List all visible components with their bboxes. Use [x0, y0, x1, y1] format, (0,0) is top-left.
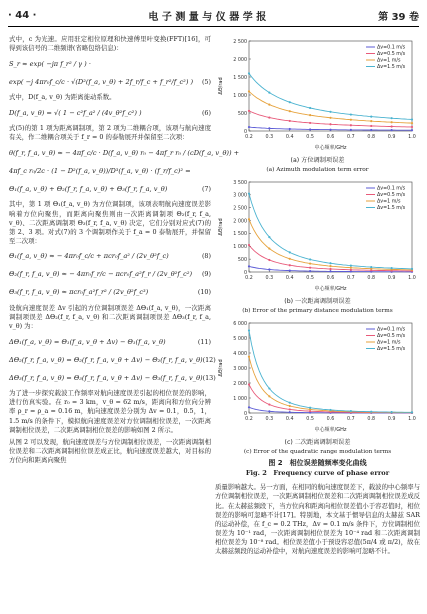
x-tick-label: 0.8 — [367, 276, 376, 282]
legend-label: Δv=0.1 m/s — [377, 186, 406, 192]
series-line — [249, 194, 412, 269]
data-point — [289, 264, 291, 266]
data-point — [309, 122, 311, 124]
data-point — [329, 129, 331, 131]
paragraph-modulation-terms: 其中，第 1 项 Θ₁(f_a, v_θ) 为方位调制项，该项表明航向速度误差影响着方位向聚焦，而距离向聚焦则由一次距离调制项 Θ₂(f_r, f_a, v_θ)、二次距离调制项 Θ₃(f_r, f_a, v_θ) 决定，它们分别对应式(7)的第 2、3 项。对式(7)的 3 个调制项作关于 f_a = 0 泰勒展开，并保留至二次项： — [9, 200, 211, 245]
right-column — [215, 35, 420, 605]
data-point — [248, 218, 250, 220]
x-axis-label: 中心频率/GHz — [314, 427, 347, 434]
data-point — [350, 124, 352, 126]
x-tick-label: 0.6 — [326, 135, 335, 140]
header-rule — [8, 26, 419, 27]
page-number: · 44 · — [8, 9, 37, 21]
data-point — [391, 121, 393, 123]
y-tick-label: 1 500 — [233, 75, 247, 81]
y-tick-label: 3 000 — [233, 366, 247, 372]
data-point — [309, 267, 311, 269]
equation-11-number: (11) — [197, 337, 211, 346]
x-tick-label: 0.8 — [367, 135, 376, 140]
data-point — [329, 409, 331, 411]
equation-6-body: D(f_a, v_θ) = √( 1 − c²f_a² / (4v_θ²f_c²) ) — [9, 108, 142, 117]
data-point — [289, 270, 291, 272]
legend-label: Δv=0.1 m/s — [377, 327, 406, 333]
equation-5-body: exp( −j 4πr₀f_c/c · √(D²(f_a, v_θ) + 2f_r/f_c + f_r²/f_c²) ) — [9, 77, 194, 86]
equation-5 — [9, 75, 211, 89]
y-tick-label: 1 500 — [233, 232, 247, 238]
data-point — [350, 267, 352, 269]
data-point — [350, 410, 352, 412]
x-tick-label: 0.9 — [387, 276, 396, 282]
data-point — [248, 126, 250, 128]
page-header — [8, 5, 419, 25]
x-tick-label: 0.2 — [245, 276, 253, 282]
paragraph-taylor-expansion: 式(5)的第 1 项为距离调制项，第 2 项为二维耦合项，该项与航向速度有关，作二维耦合项关于 f_r = 0 的泰勒展开并保留至二次项： — [9, 124, 211, 142]
data-point — [268, 410, 270, 412]
chart-b-caption-en: (b) Error of the primary distance modulation terms — [242, 307, 393, 314]
y-tick-label: 1 000 — [233, 93, 247, 99]
data-point — [309, 258, 311, 260]
data-point — [391, 117, 393, 119]
data-point — [248, 110, 250, 112]
x-tick-label: 0.6 — [326, 417, 335, 423]
data-point — [329, 123, 331, 125]
y-tick-label: 5 000 — [233, 336, 247, 342]
x-axis-label: 中心频率/GHz — [314, 286, 347, 293]
y-tick-label: 4 000 — [233, 351, 247, 357]
chart-quadratic-range-error-svg — [215, 317, 420, 437]
data-point — [289, 101, 291, 103]
legend-label: Δv=1.5 m/s — [377, 206, 406, 212]
y-tick-label: 3 500 — [233, 180, 247, 186]
x-axis-label: 中心频率/GHz — [314, 145, 347, 151]
equation-6 — [9, 106, 211, 120]
equation-12 — [9, 353, 216, 367]
y-tick-label: 0 — [243, 411, 247, 417]
equation-5-number: (5) — [201, 77, 211, 86]
equation-6-number: (6) — [201, 108, 211, 117]
x-tick-label: 0.7 — [347, 135, 355, 140]
paragraph-migration-coef: 式中，D(f_a, v_θ) 为距离徙动系数。 — [9, 93, 116, 102]
y-tick-label: 2 500 — [233, 39, 247, 45]
legend-label: Δv=1.5 m/s — [377, 347, 406, 353]
data-point — [248, 244, 250, 246]
figure-2-title-zh: 图 2 相位误差随频率变化曲线 — [268, 459, 367, 468]
y-tick-label: 2 000 — [233, 57, 247, 63]
x-tick-label: 0.3 — [265, 276, 274, 282]
data-point — [391, 411, 393, 413]
x-tick-label: 0.9 — [387, 135, 396, 140]
data-point — [329, 265, 331, 267]
chart-b-caption-zh: (b) 一次距离调制项误差 — [284, 298, 351, 306]
chart-c-caption-en: (c) Error of the quadratic range modulation terms — [243, 448, 392, 455]
legend-label: Δv=0.1 m/s — [377, 45, 406, 51]
data-point — [309, 128, 311, 130]
data-point — [411, 122, 413, 124]
series-line — [249, 385, 412, 413]
equation-13 — [9, 371, 216, 385]
data-point — [350, 269, 352, 271]
data-point — [268, 91, 270, 93]
equation-13-body: ΔΘ₃(f_r, f_a, v_θ) = Θ₃(f_r, f_a, v_θ + Δv) − Θ₃(f_r, f_a, v_θ) — [9, 373, 203, 382]
data-point — [309, 270, 311, 272]
equation-10-body: Θ₃(f_r, f_a, v_θ) ≈ πcr₀f_a²f_r² / (2v_θ²f_c³) — [9, 288, 149, 297]
x-tick-label: 0.5 — [306, 276, 314, 282]
data-point — [248, 72, 250, 74]
data-point — [248, 383, 250, 385]
y-tick-label: 6 000 — [233, 321, 247, 327]
y-tick-label: 2 000 — [233, 381, 247, 387]
equation-12-number: (12) — [202, 355, 216, 364]
legend-label: Δv=0.5 m/s — [377, 193, 406, 199]
y-axis-label: ΔΘ/rad — [218, 77, 224, 95]
data-point — [289, 120, 291, 122]
y-tick-label: 500 — [237, 111, 247, 117]
data-point — [248, 356, 250, 358]
data-point — [268, 247, 270, 249]
equation-9-number: (9) — [201, 270, 211, 279]
equation-11 — [9, 335, 211, 349]
volume-label: 第 39 卷 — [378, 11, 419, 23]
data-point — [411, 118, 413, 120]
data-point — [289, 402, 291, 404]
equation-11-body: ΔΘ₁(f_a, v_θ) = Θ₁(f_a, v_θ + Δv) − Θ₁(f_a, v_θ) — [9, 337, 166, 346]
paragraph-error-definition: 设航向速度误差 Δv 引起的方位调制项误差 ΔΘ₁(f_a, v_θ)，一次距离调制项误差 ΔΘ₂(f_r, f_a, v_θ) 和二次距离调制项误差 ΔΘ₃(f_r, f_a, v_θ) 为： — [9, 303, 211, 331]
data-point — [411, 268, 413, 270]
data-point — [370, 411, 372, 413]
data-point — [268, 268, 270, 270]
data-point — [411, 411, 413, 413]
x-tick-label: 0.7 — [347, 417, 355, 423]
equation-7c-body: Θ₁(f_a, v_θ) + Θ₂(f_r, f_a, v_θ) + Θ₃(f_r, f_a, v_θ) — [9, 184, 168, 193]
chart-azimuth-error — [215, 35, 420, 155]
legend-label: Δv=1.5 m/s — [377, 65, 406, 71]
data-point — [289, 110, 291, 112]
data-point — [411, 129, 413, 131]
data-point — [329, 268, 331, 270]
data-point — [370, 125, 372, 127]
chart-azimuth-error-svg — [215, 35, 420, 155]
chart-primary-range-error-svg — [215, 176, 420, 296]
data-point — [309, 262, 311, 264]
equation-7-line3 — [9, 182, 211, 196]
paragraph-spectrum-intro: 式中，c 为光速。应用驻定相位原理和快速傅里叶变换(FFT)[16]，可得到该信号的二维频谱(省略包络信息)： — [9, 35, 211, 53]
y-tick-label: 2 500 — [233, 206, 247, 212]
equation-10 — [9, 286, 211, 300]
data-point — [289, 405, 291, 407]
equation-9 — [9, 268, 211, 282]
data-point — [411, 126, 413, 128]
data-point — [309, 407, 311, 409]
data-point — [391, 129, 393, 131]
legend-label: Δv=0.5 m/s — [377, 334, 406, 340]
data-point — [268, 395, 270, 397]
data-point — [350, 129, 352, 131]
data-point — [350, 113, 352, 115]
chart-primary-range-error — [215, 176, 420, 296]
data-point — [268, 259, 270, 261]
data-point — [370, 120, 372, 122]
y-axis-label: ΔΘ/rad — [218, 218, 224, 236]
equation-8 — [9, 250, 211, 264]
data-point — [309, 107, 311, 109]
data-point — [309, 114, 311, 116]
data-point — [391, 125, 393, 127]
x-tick-label: 1.0 — [408, 417, 416, 423]
y-tick-label: 0 — [243, 270, 247, 276]
data-point — [289, 411, 291, 413]
equation-s-body: S_r ≈ exp( −jπ f_r² / γ ) · — [9, 59, 91, 68]
data-point — [370, 116, 372, 118]
equation-7b-body: 4πf_c r₀/2c · (1 − D²(f_a, v_θ))/D³(f_a, v_θ) · (f_r/f_c)² = — [9, 166, 191, 175]
data-point — [268, 387, 270, 389]
y-tick-label: 1 000 — [233, 245, 247, 251]
figure-2-title-en: Fig. 2 Frequency curve of phase error — [245, 468, 390, 477]
x-tick-label: 0.9 — [387, 417, 396, 423]
data-point — [350, 119, 352, 121]
chart-a-caption-en: (a) Azimuth modulation term error — [266, 166, 369, 173]
data-point — [248, 90, 250, 92]
y-axis-label: ΔΘ/rad — [218, 359, 224, 377]
legend-label: Δv=1 m/s — [377, 199, 401, 205]
y-tick-label: 3 000 — [233, 193, 247, 199]
data-point — [248, 192, 250, 194]
equation-8-body: Θ₁(f_a, v_θ) ≈ − 4πr₀f_c/c + πcr₀f_a² / (2v_θ²f_c) — [9, 252, 169, 261]
legend-label: Δv=1 m/s — [377, 340, 401, 346]
equation-7-line2 — [9, 164, 211, 178]
x-tick-label: 0.7 — [347, 276, 355, 282]
data-point — [268, 104, 270, 106]
equation-7-number: (7) — [201, 184, 211, 193]
equation-7a-body: θ(f_r, f_a, v_θ) ≈ − 4πf_c/c · D(f_a, v_θ) r₀ − 4πf_r r₀ / (cD(f_a, v_θ)) + — [9, 148, 240, 157]
data-point — [248, 406, 250, 408]
equation-9-body: Θ₂(f_r, f_a, v_θ) ≈ − 4πr₀f_r/c − πcr₀f_a²f_r / (2v_θ²f_c²) — [9, 270, 193, 279]
x-tick-label: 0.8 — [367, 417, 376, 423]
x-tick-label: 0.4 — [285, 276, 294, 282]
paragraph-fig2-analysis: 从图 2 可以发现，航向速度误差与方位调制相位误差，一次距离调制相位误差和二次距离调制相位误差成正比，航向速度误差越大，对目标的方位向和距离向聚焦 — [9, 437, 211, 464]
data-point — [289, 258, 291, 260]
data-point — [370, 266, 372, 268]
x-tick-label: 0.3 — [265, 417, 274, 423]
x-tick-label: 0.5 — [306, 135, 314, 140]
data-point — [248, 265, 250, 267]
legend-label: Δv=1 m/s — [377, 58, 401, 64]
data-point — [391, 267, 393, 269]
data-point — [268, 403, 270, 405]
data-point — [329, 111, 331, 113]
equation-8-number: (8) — [201, 252, 211, 261]
data-point — [289, 128, 291, 130]
y-tick-label: 1 000 — [233, 396, 247, 402]
data-point — [268, 236, 270, 238]
data-point — [289, 251, 291, 253]
paragraph-conclusion: 质量影响越大。另一方面，在相同的航向速度误差下，载波的中心频率与方位调制相位误差，一次距离调制相位误差和二次距离调制相位误差成反比。在太赫兹频段下，当方位向和距离向相位误差值小于容忍值时，相位误差的影响可忽略不计[17]。特别地，本文基于惯导信息的太赫兹 SAR 的运动补偿，在 f_c = 0.2 THz，Δv = 0.1 m/s 条件下，方位调制相位误差为 10⁻¹ rad，一次距离调制相位误差为 10⁻⁴ rad 和二次距离调制相位误差为 10⁻⁸ rad。相位误差值小于预设容忍值(5π/4 或 π/2)，故在太赫兹频段的运动补偿中，对航向速度误差的影响可忽略不计。 — [215, 483, 420, 555]
data-point — [329, 117, 331, 119]
data-point — [268, 116, 270, 118]
paragraph-simulation: 为了进一步探究载波工作频率对航向速度误差引起的相位误差的影响，进行仿真实验。在 r₀ = 3 km，v_θ = 62 m/s，距离向和方位向分辨率 ρ_r = ρ_a = 0.16 m，航向速度误差分别为 Δv = 0.1，0.5，1，1.5 m/s 的条件下，模拟航向速度误差对方位调制相位误差，一次距离调制相位误差，二次距离调制相位误差的影响如图 2 所示。 — [9, 389, 211, 434]
chart-quadratic-range-error — [215, 317, 420, 437]
x-tick-label: 0.3 — [265, 135, 274, 140]
x-tick-label: 0.4 — [285, 417, 294, 423]
y-tick-label: 0 — [243, 129, 247, 135]
data-point — [329, 270, 331, 272]
equation-12-body: ΔΘ₂(f_r, f_a, v_θ) = Θ₂(f_r, f_a, v_θ + Δv) − Θ₂(f_r, f_a, v_θ) — [9, 355, 203, 364]
journal-title: 电 子 测 量 与 仪 器 学 报 — [148, 11, 267, 23]
data-point — [350, 265, 352, 267]
x-tick-label: 0.2 — [245, 417, 253, 423]
equation-10-number: (10) — [197, 288, 211, 297]
x-tick-label: 0.5 — [306, 417, 314, 423]
equation-7-line1 — [9, 146, 240, 160]
x-tick-label: 0.2 — [245, 135, 253, 140]
equation-s — [9, 57, 211, 71]
x-tick-label: 0.6 — [326, 276, 335, 282]
chart-a-caption-zh: (a) 方位调制项误差 — [290, 157, 345, 164]
data-point — [248, 329, 250, 331]
y-tick-label: 2 000 — [233, 219, 247, 225]
x-tick-label: 0.4 — [285, 135, 294, 140]
equation-13-number: (13) — [202, 373, 216, 382]
data-point — [289, 408, 291, 410]
y-tick-label: 500 — [237, 257, 247, 263]
series-line — [249, 357, 412, 413]
data-point — [370, 129, 372, 131]
data-point — [329, 262, 331, 264]
data-point — [268, 127, 270, 129]
x-tick-label: 1.0 — [408, 276, 416, 282]
legend-label: Δv=0.5 m/s — [377, 52, 406, 58]
x-tick-label: 1.0 — [408, 135, 416, 140]
chart-c-caption-zh: (c) 二次距离调制项误差 — [284, 439, 351, 447]
